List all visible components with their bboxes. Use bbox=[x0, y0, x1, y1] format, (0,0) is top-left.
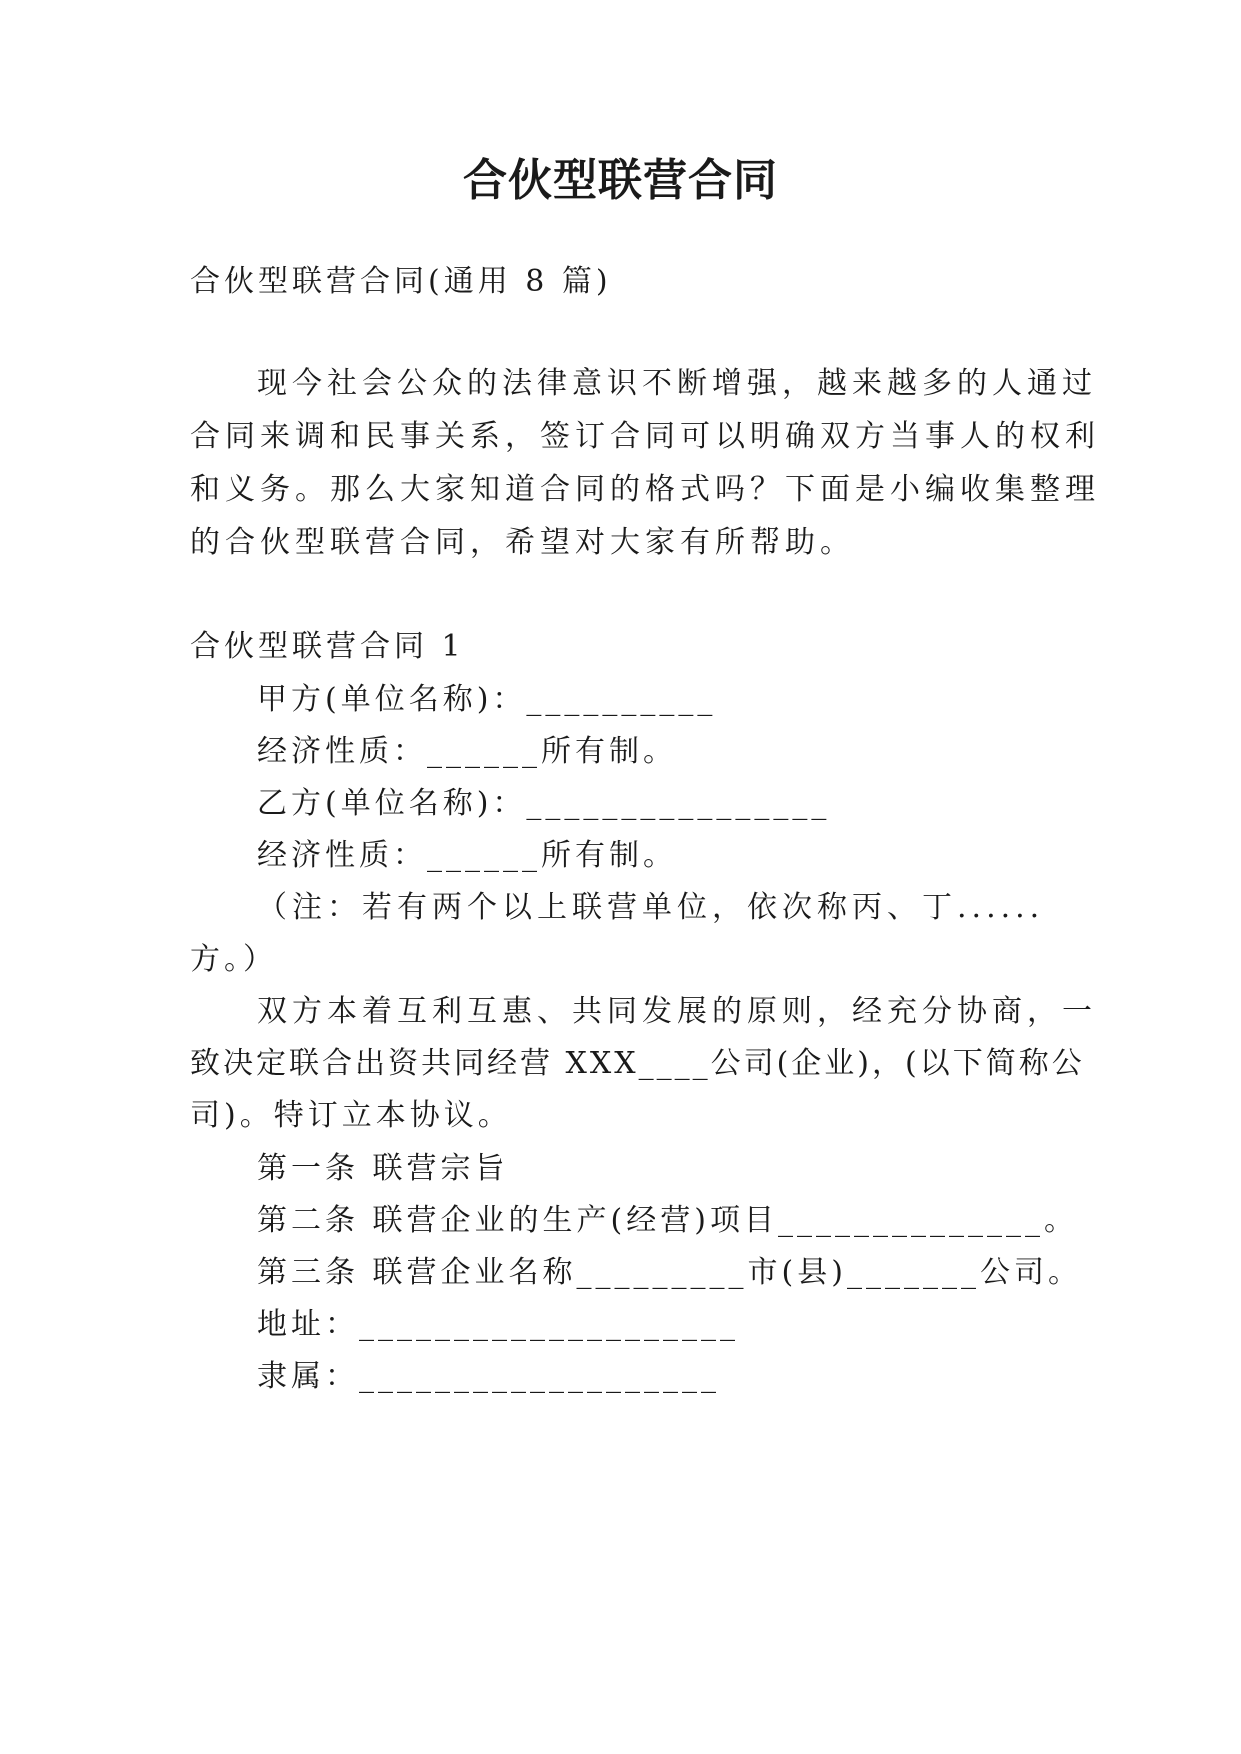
document-subtitle: 合伙型联营合同(通用 8 篇) bbox=[190, 264, 612, 299]
agreement-line-1: 双方本着互利互惠、共同发展的原则，经充分协商，一 bbox=[257, 994, 1097, 1029]
agreement-line-3: 司)。特订立本协议。 bbox=[190, 1098, 512, 1133]
note-line-1: （注：若有两个以上联营单位，依次称丙、丁...... bbox=[257, 890, 1045, 925]
article-1: 第一条 联营宗旨 bbox=[257, 1151, 509, 1186]
intro-line-2: 合同来调和民事关系，签订合同可以明确双方当事人的权利 bbox=[190, 419, 1100, 454]
note-line-2: 方。） bbox=[190, 942, 277, 977]
section-heading: 合伙型联营合同 1 bbox=[190, 629, 465, 664]
intro-line-3: 和义务。那么大家知道合同的格式吗？下面是小编收集整理 bbox=[190, 472, 1100, 507]
agreement-line-2: 致决定联合出资共同经营 XXX____公司(企业)，(以下简称公 bbox=[190, 1046, 1085, 1081]
article-3: 第三条 联营企业名称_________市(县)_______公司。 bbox=[257, 1255, 1082, 1290]
article-2: 第二条 联营企业的生产(经营)项目______________。 bbox=[257, 1203, 1078, 1238]
address-line: 地址：____________________ bbox=[257, 1307, 739, 1342]
party-a-line: 甲方(单位名称)：__________ bbox=[257, 682, 717, 717]
document-title: 合伙型联营合同 bbox=[463, 155, 778, 206]
intro-line-1: 现今社会公众的法律意识不断增强，越来越多的人通过 bbox=[257, 366, 1097, 401]
intro-line-4: 的合伙型联营合同，希望对大家有所帮助。 bbox=[190, 525, 855, 560]
affiliation-line: 隶属：___________________ bbox=[257, 1359, 720, 1394]
party-b-line: 乙方(单位名称)：________________ bbox=[257, 786, 831, 821]
party-a-nature-line: 经济性质：______所有制。 bbox=[257, 734, 677, 769]
party-b-nature-line: 经济性质：______所有制。 bbox=[257, 838, 677, 873]
